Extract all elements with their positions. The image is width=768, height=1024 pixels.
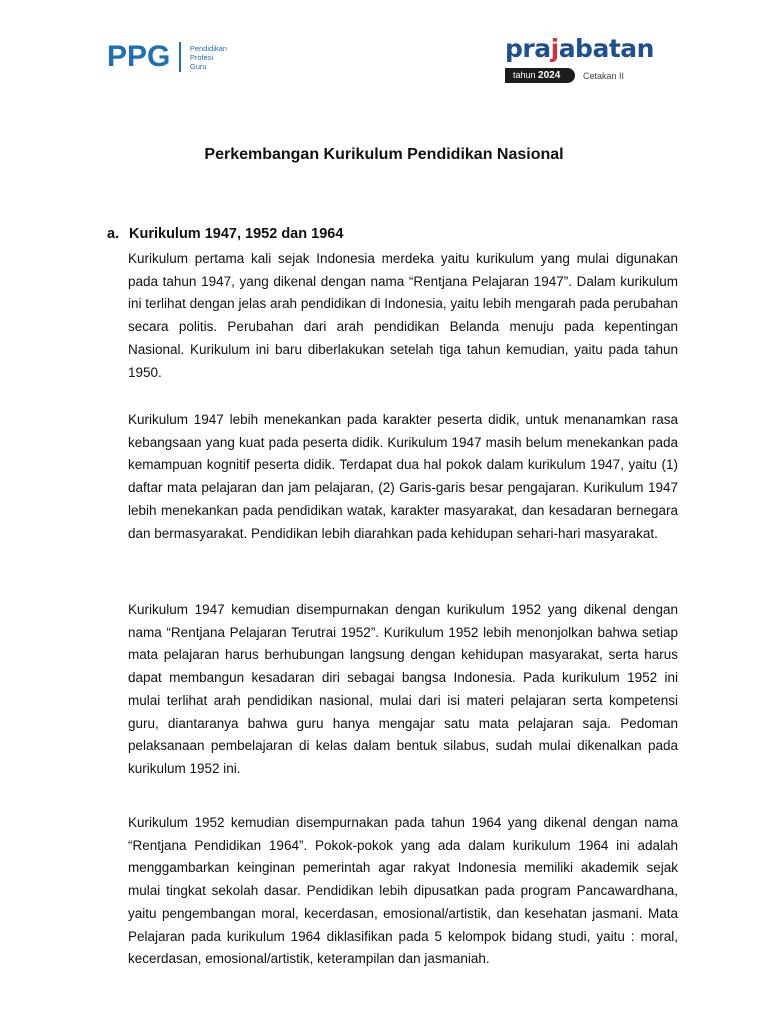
section-heading-text: Kurikulum 1947, 1952 dan 1964 xyxy=(129,226,344,242)
paragraph-3: Kurikulum 1947 kemudian disempurnakan dengan kurikulum 1952 yang dikenal dengan nama “Rentjana Pelajaran Terutrai 1952”. Kurikulum 1952 lebih menonjolkan bahwa setiap mata pelajaran harus berhubungan langsung dengan kehidupan masyarakat, serta harus dapat membangun kesadaran diri sebagai bangsa Indonesia. Pada kurikulum 1952 ini mulai terlihat arah pendidikan nasional, mulai dari isi materi pelajaran serta kompetensi guru, diantaranya bahwa guru hanya mengajar satu mata pelajaran saja. Pedoman pelaksanaan pembelajaran di kelas dalam bentuk silabus, sudah mulai dikenalkan pada kurikulum 1952 ini. xyxy=(128,602,678,776)
ppg-sub-line-3: Guru xyxy=(189,61,207,71)
prajabatan-logo xyxy=(505,34,665,83)
year-prefix: tahun xyxy=(513,70,536,80)
paragraph-4: Kurikulum 1952 kemudian disempurnakan pada tahun 1964 yang dikenal dengan nama “Rentjana Pendidikan 1964”. Pokok-pokok yang ada dalam kurikulum 1964 ini adalah menggambarkan keinginan pemerintah agar rakyat Indonesia memiliki akademik sejak mulai tingkat sekolah dasar. Pendidikan lebih dipusatkan pada program Pancawardhana, yaitu pengembangan moral, kecerdasan, emosional/artistik, dan kesehatan jasmani. Mata Pelajaran pada kurikulum 1964 diklasifikan pada 5 kelompok bidang studi, yaitu : moral, kecerdasan, emosional/artistik, keterampilan dan jasmaniah. xyxy=(128,815,678,967)
section-heading xyxy=(107,226,343,242)
ppg-logo xyxy=(107,42,227,72)
prajabatan-word-end: abatan xyxy=(558,34,654,63)
prajabatan-word-mid: j xyxy=(550,34,559,63)
paragraph-2: Kurikulum 1947 lebih menekankan pada karakter peserta didik, untuk menanamkan rasa kebangsaan yang kuat pada peserta didik. Kurikulum 1947 masih belum menekankan pada kemampuan kognitif peserta didik. Terdapat dua hal pokok dalam kurikulum 1947, yaitu (1) daftar mata pelajaran dan jam pelajaran, (2) Garis-garis besar pengajaran. Kurikulum 1947 lebih menekankan pada pendidikan watak, karakter masyarakat, dan kesadaran bernegara dan bermasyarakat. Pendidikan lebih diarahkan pada kehidupan sehari-hari masyarakat. xyxy=(128,412,678,541)
page-header xyxy=(0,0,768,115)
document-title: Perkembangan Kurikulum Pendidikan Nasional xyxy=(204,146,564,163)
ppg-sub-line-2: Profesi xyxy=(189,52,214,62)
prajabatan-word-start: pra xyxy=(505,34,551,63)
prajabatan-subline xyxy=(505,68,665,83)
edition-label: Cetakan II xyxy=(583,70,625,81)
ppg-logo-separator xyxy=(179,42,181,72)
prajabatan-wordmark xyxy=(505,34,665,64)
year-value: 2024 xyxy=(538,70,561,81)
ppg-logo-subtitle xyxy=(190,44,227,71)
ppg-sub-line-1: Pendidikan xyxy=(189,43,227,53)
year-badge xyxy=(505,68,575,83)
ppg-logo-text: PPG xyxy=(107,40,171,73)
section-letter: a. xyxy=(107,226,120,242)
paragraph-1: Kurikulum pertama kali sejak Indonesia merdeka yaitu kurikulum yang mulai digunakan pada tahun 1947, yang dikenal dengan nama “Rentjana Pelajaran 1947”. Dalam kurikulum ini terlihat dengan jelas arah pendidikan di Indonesia, yaitu lebih mengarah pada perubahan secara politis. Perubahan dari arah pendidikan Belanda menuju pada kepentingan Nasional. Kurikulum ini baru diberlakukan setelah tiga tahun kemudian, yaitu pada tahun 1950. xyxy=(128,251,678,380)
